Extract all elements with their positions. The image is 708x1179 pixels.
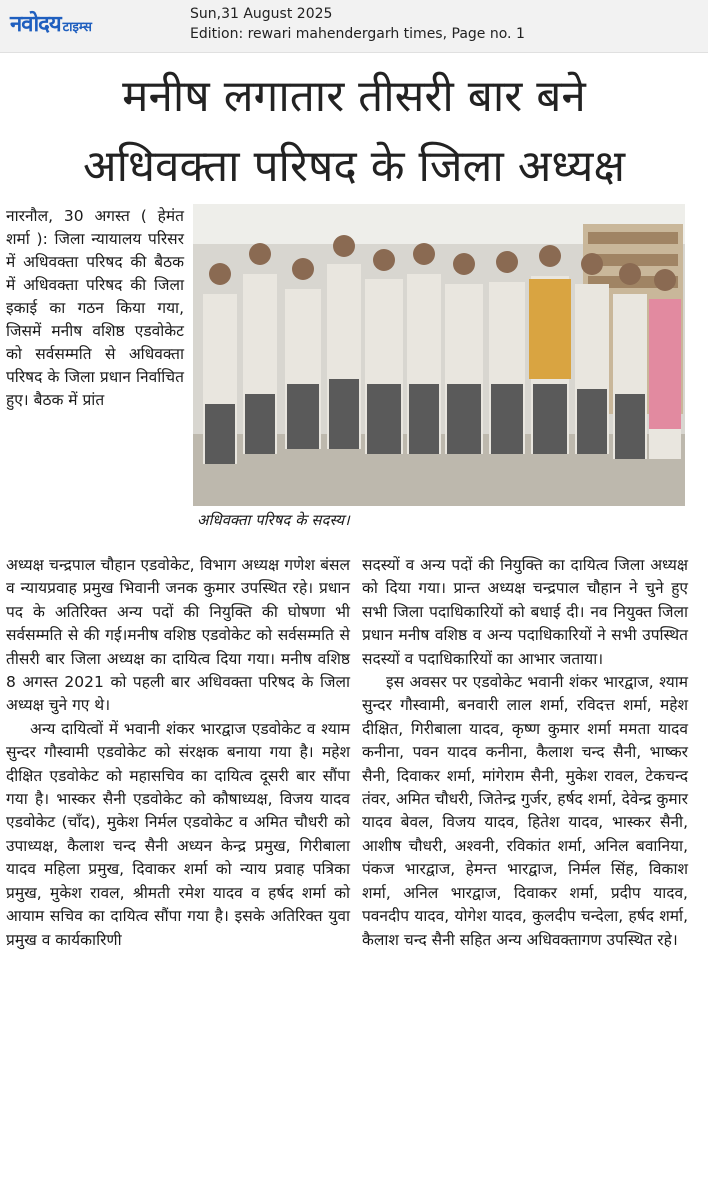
- edition-info: Edition: rewari mahendergarh times, Page no. 1: [190, 26, 525, 42]
- edition-meta: [190, 4, 525, 44]
- group-photo-illustration: [193, 204, 685, 506]
- publication-date: Sun,31 August 2025: [190, 6, 333, 22]
- page-header: [0, 0, 708, 53]
- article-left-column: [6, 554, 350, 952]
- article-headline: [0, 62, 708, 202]
- intro-paragraph: नारनौल, 30 अगस्त ( हेमंत शर्मा ): जिला न्यायालय परिसर में अधिवक्ता परिषद की बैठक में अधिवक्ता परिषद की जिला इकाई का गठन किया गया, जिसमें मनीष वशिष्ठ एडवोकेट को सर्वसम्मति से अधिवक्ता परिषद के जिला प्रधान निर्वाचित हुए। बैठक में प्रांत: [6, 207, 184, 409]
- article-right-column: [362, 554, 688, 952]
- article-paragraph-3: सदस्यों व अन्य पदों की नियुक्ति का दायित्व जिला अध्यक्ष को दिया गया। प्रान्त अध्यक्ष चन्द्रपाल चौहान ने चुने हुए सभी जिला पदाधिकारियों को बधाई दी। नव नियुक्त जिला प्रधान मनीष वशिष्ठ व अन्य पदाधिकारियों ने सभी उपस्थित सदस्यों व पदाधिकारियों का आभार जताया।: [362, 556, 688, 668]
- article-paragraph-4: इस अवसर पर एडवोकेट भवानी शंकर भारद्वाज, श्याम सुन्दर गौस्वामी, बनवारी लाल शर्मा, रविदत्त शर्मा, महेश दीक्षित, गिरीबाला यादव, कृष्ण कुमार शर्मा ममता यादव कनीना, पवन यादव कनीना, कैलाश चन्द सैनी, भाष्कर सैनी, दिवाकर शर्मा, मांगेराम सैनी, मुकेश रावल, टेकचन्द तंवर, अमित चौधरी, जितेन्द्र गुर्जर, हर्षद शर्मा, देवेन्द्र कुमार यादव बेवल, विजय यादव, हितेश यादव, भास्कर सैनी, आशीष चौधरी, अश्वनी, रविकांत शर्मा, अनिल बवानिया, पंकज भारद्वाज, हेमन्त भारद्वाज, निर्मल सिंह, विकाश शर्मा, अनिल भारद्वाज, दिवाकर शर्मा, प्रदीप यादव, पवनदीप यादव, योगेश यादव, कुलदीप चन्देला, हर्षद शर्मा, कैलाश चन्द सैनी सहित अन्य अधिवक्तागण उपस्थित रहे।: [362, 673, 688, 949]
- headline-line-2: अधिवक्ता परिषद के जिला अध्यक्ष: [82, 141, 625, 192]
- logo-main-text: नवोदय: [10, 12, 61, 37]
- group-photo: [193, 204, 685, 506]
- logo-sub-text: टाइम्स: [62, 20, 92, 35]
- article-intro-column: [6, 205, 184, 412]
- article-paragraph-2: अन्य दायित्वों में भवानी शंकर भारद्वाज एडवोकेट व श्याम सुन्दर गौस्वामी एडवोकेट को संरक्षक बनाया गया है। महेश दीक्षित एडवोकेट को महासचिव का दायित्व दूसरी बार सौंपा गया है। भास्कर सैनी एडवोकेट को कौषाध्यक्ष, विजय यादव एडवोकेट (चाँद), मुकेश निर्मल एडवोकेट व अमित चौधरी को उपाध्यक्ष, कैलाश चन्द सैनी अध्यन केन्द्र प्रमुख, गिरीबाला यादव महिला प्रमुख, दिवाकर शर्मा को न्याय प्रवाह पत्रिका प्रमुख, मुकेश रावल, श्रीमती रमेश यादव व हर्षद शर्मा को आयाम सचिव का दायित्व सौंपा गया है। इसके अतिरिक्त युवा प्रमुख व कार्यकारिणी: [6, 719, 350, 949]
- headline-line-1: मनीष लगातार तीसरी बार बने: [122, 71, 586, 122]
- article-paragraph-1-continued: अध्यक्ष चन्द्रपाल चौहान एडवोकेट, विभाग अध्यक्ष गणेश बंसल व न्यायप्रवाह प्रमुख भिवानी जनक कुमार उपस्थित रहे। प्रधान पद के अतिरिक्त अन्य पदों की नियुक्ति की घोषणा भी सर्वसम्मति से की गई।मनीष वशिष्ठ एडवोकेट को सर्वसम्मति से तीसरी बार जिला अध्यक्ष का दायित्व दिया गया। मनीष वशिष्ठ 8 अगस्त 2021 को पहली बार अधिवक्ता परिषद के जिला अध्यक्ष चुने गए थे।: [6, 556, 350, 715]
- photo-caption: अधिवक्ता परिषद के सदस्य।: [197, 511, 350, 529]
- newspaper-logo: [10, 8, 92, 36]
